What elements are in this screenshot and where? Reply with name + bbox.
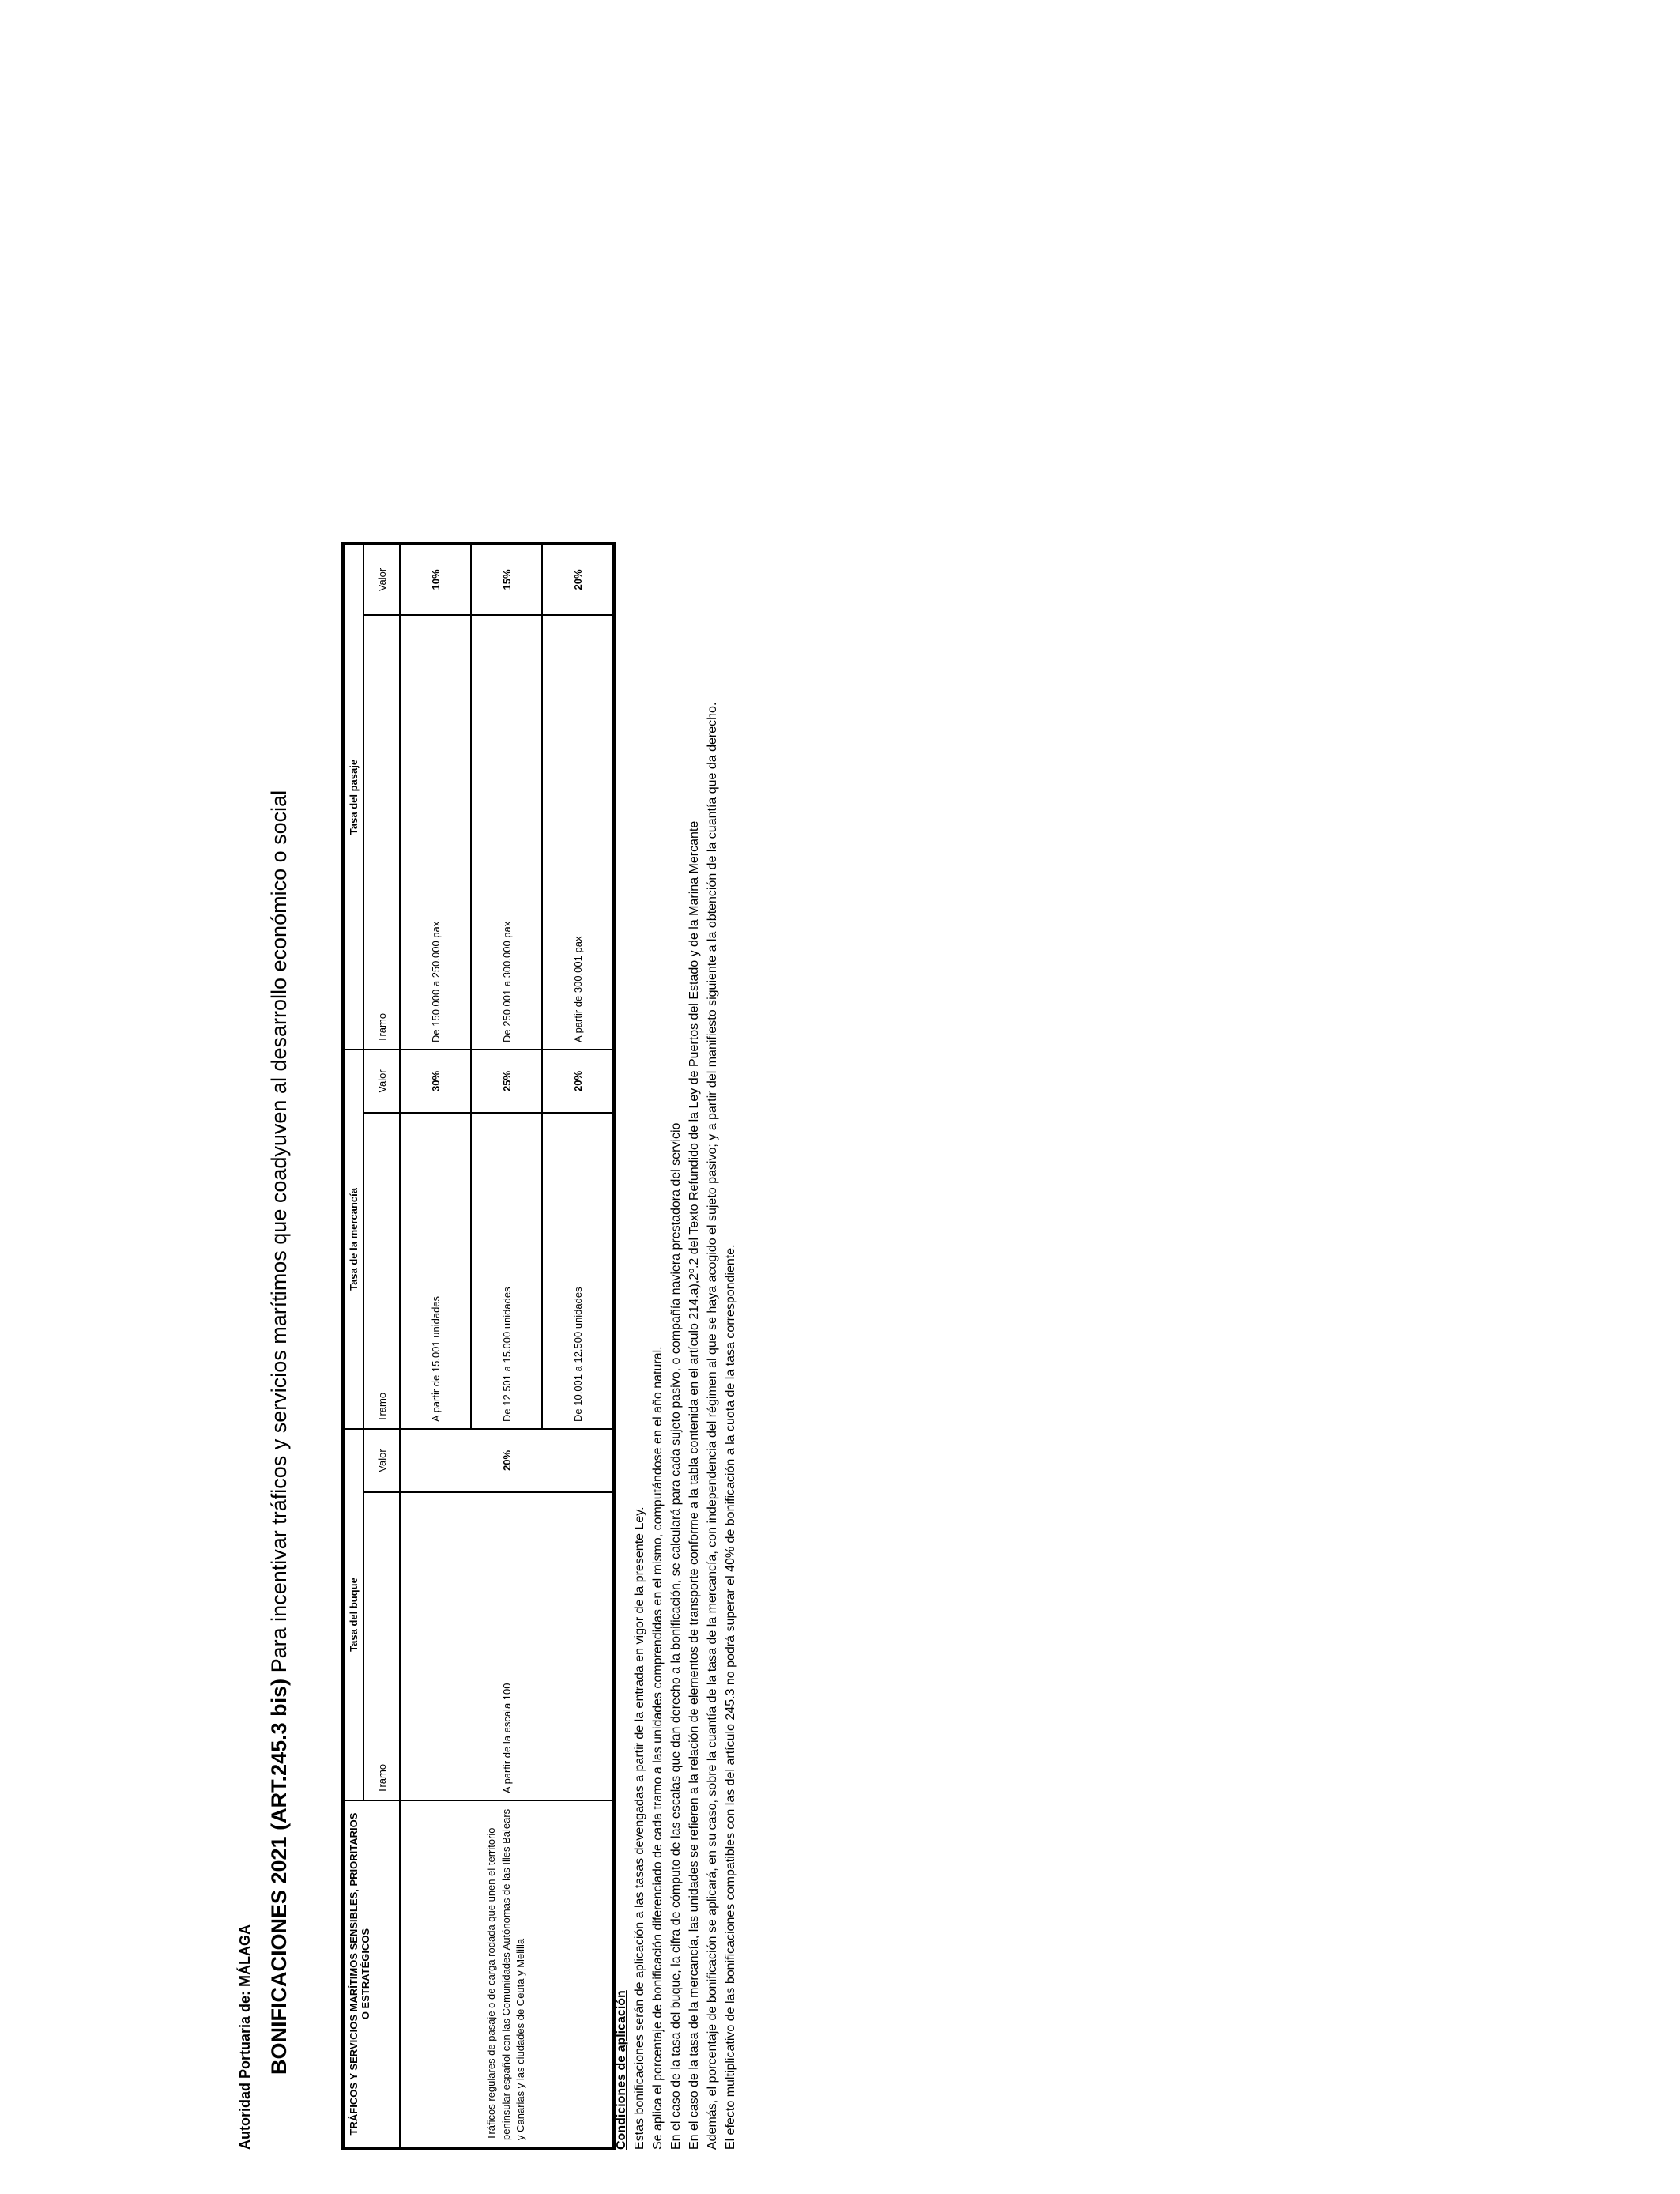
mercancia-valor: 25% bbox=[471, 1050, 542, 1113]
bonificaciones-table bbox=[341, 542, 616, 2150]
condition-line: Además, el porcentaje de bonificación se aplicará, en su caso, sobre la cuantía de la tasa de la mercancía, con independencia del régimen al que se haya acogido el sujeto pasivo; y a partir del manifiesto siguiente a la obtención de la cuantía que da derecho. bbox=[706, 702, 719, 2150]
pasaje-valor: 20% bbox=[542, 544, 614, 615]
traffic-description: Tráficos regulares de pasaje o de carga rodada que unen el territorio peninsular español con las Comunidades Autónomas de las Illes Balears y Canarias y las ciudades de Ceuta y Melilla bbox=[400, 1800, 614, 2148]
pasaje-tramo: A partir de 300.001 pax bbox=[542, 615, 614, 1050]
subheader-tramo: Tramo bbox=[363, 1113, 400, 1429]
title-rest: Para incentivar tráficos y servicios marítimos que coadyuven al desarrollo económico o social bbox=[267, 790, 291, 1679]
subheader-tramo: Tramo bbox=[363, 1492, 400, 1800]
title-bold: BONIFICACIONES 2021 (ART.245.3 bis) bbox=[267, 1678, 291, 2075]
authority-label: Autoridad Portuaria de: MÁLAGA bbox=[237, 1924, 253, 2150]
rotated-document bbox=[237, 158, 1075, 2150]
condition-line: Se aplica el porcentaje de bonificación diferenciado de cada tramo a las unidades comprendidas en el mismo, computándose en el año natural. bbox=[651, 1346, 665, 2150]
subheader-valor: Valor bbox=[363, 544, 400, 615]
subheader-tramo: Tramo bbox=[363, 615, 400, 1050]
subheader-valor: Valor bbox=[363, 1429, 400, 1492]
header-traficos: TRÁFICOS Y SERVICIOS MARÍTIMOS SENSIBLES, PRIORITARIOS O ESTRATÉGICOS bbox=[343, 1800, 400, 2148]
mercancia-tramo: De 12.501 a 15.000 unidades bbox=[471, 1113, 542, 1429]
header-tasa-buque: Tasa del buque bbox=[343, 1429, 363, 1800]
table-row bbox=[400, 544, 471, 2148]
conditions-heading: Condiciones de aplicación bbox=[615, 1990, 628, 2150]
mercancia-valor: 30% bbox=[400, 1050, 471, 1113]
buque-tramo: A partir de la escala 100 bbox=[400, 1492, 614, 1800]
pasaje-valor: 10% bbox=[400, 544, 471, 615]
condition-line: En el caso de la tasa del buque, la cifra de cómputo de las escalas que dan derecho a la bonificación, se calculará para cada sujeto pasivo, o compañía naviera prestadora del servicio bbox=[669, 1122, 683, 2150]
condition-line: En el caso de la tasa de la mercancía, las unidades se refieren a la relación de elementos de transporte conforme a la tabla contenida en el artículo 214.a),2º.2 del Texto Refundido de la Ley de Puertos del Estado y de la Marina Mercante bbox=[687, 820, 701, 2150]
pasaje-tramo: De 250.001 a 300.000 pax bbox=[471, 615, 542, 1050]
subheader-valor: Valor bbox=[363, 1050, 400, 1113]
buque-valor: 20% bbox=[400, 1429, 614, 1492]
pasaje-tramo: De 150.000 a 250.000 pax bbox=[400, 615, 471, 1050]
mercancia-tramo: De 10.001 a 12.500 unidades bbox=[542, 1113, 614, 1429]
conditions-block bbox=[612, 703, 740, 2150]
header-tasa-mercancia: Tasa de la mercancía bbox=[343, 1050, 363, 1429]
condition-line: Estas bonificaciones serán de aplicación a las tasas devengadas a partir de la entrada en vigor de la presente Ley. bbox=[633, 1506, 646, 2150]
mercancia-valor: 20% bbox=[542, 1050, 614, 1113]
page-title bbox=[267, 790, 292, 2075]
mercancia-tramo: A partir de 15.001 unidades bbox=[400, 1113, 471, 1429]
condition-line: El efecto multiplicativo de las bonificaciones compatibles con las del artículo 245.3 no podrá superar el 40% de bonificación a la cuota de la tasa correspondiente. bbox=[724, 1244, 737, 2150]
header-tasa-pasaje: Tasa del pasaje bbox=[343, 544, 363, 1050]
pasaje-valor: 15% bbox=[471, 544, 542, 615]
